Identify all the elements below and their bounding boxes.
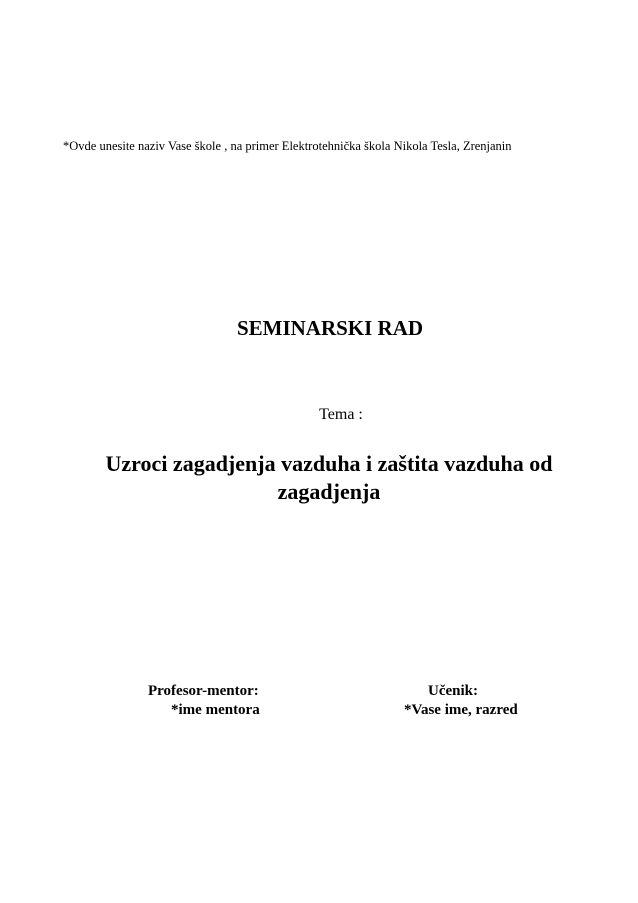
student-role-label: Učenik: (428, 683, 478, 699)
mentor-name: *ime mentora (171, 702, 260, 718)
document-title: SEMINARSKI RAD (236, 316, 424, 340)
student-name: *Vase ime, razred (404, 702, 518, 718)
school-name-note: *Ovde unesite naziv Vase škole , na primer Elektrotehnička škola Nikola Tesla, Zrenjanin (63, 139, 512, 153)
mentor-role-label: Profesor-mentor: (148, 683, 259, 699)
topic-label: Tema : (319, 406, 363, 423)
topic-title: Uzroci zagadjenja vazduha i zaštita vazduha od zagadjenja (105, 451, 553, 504)
